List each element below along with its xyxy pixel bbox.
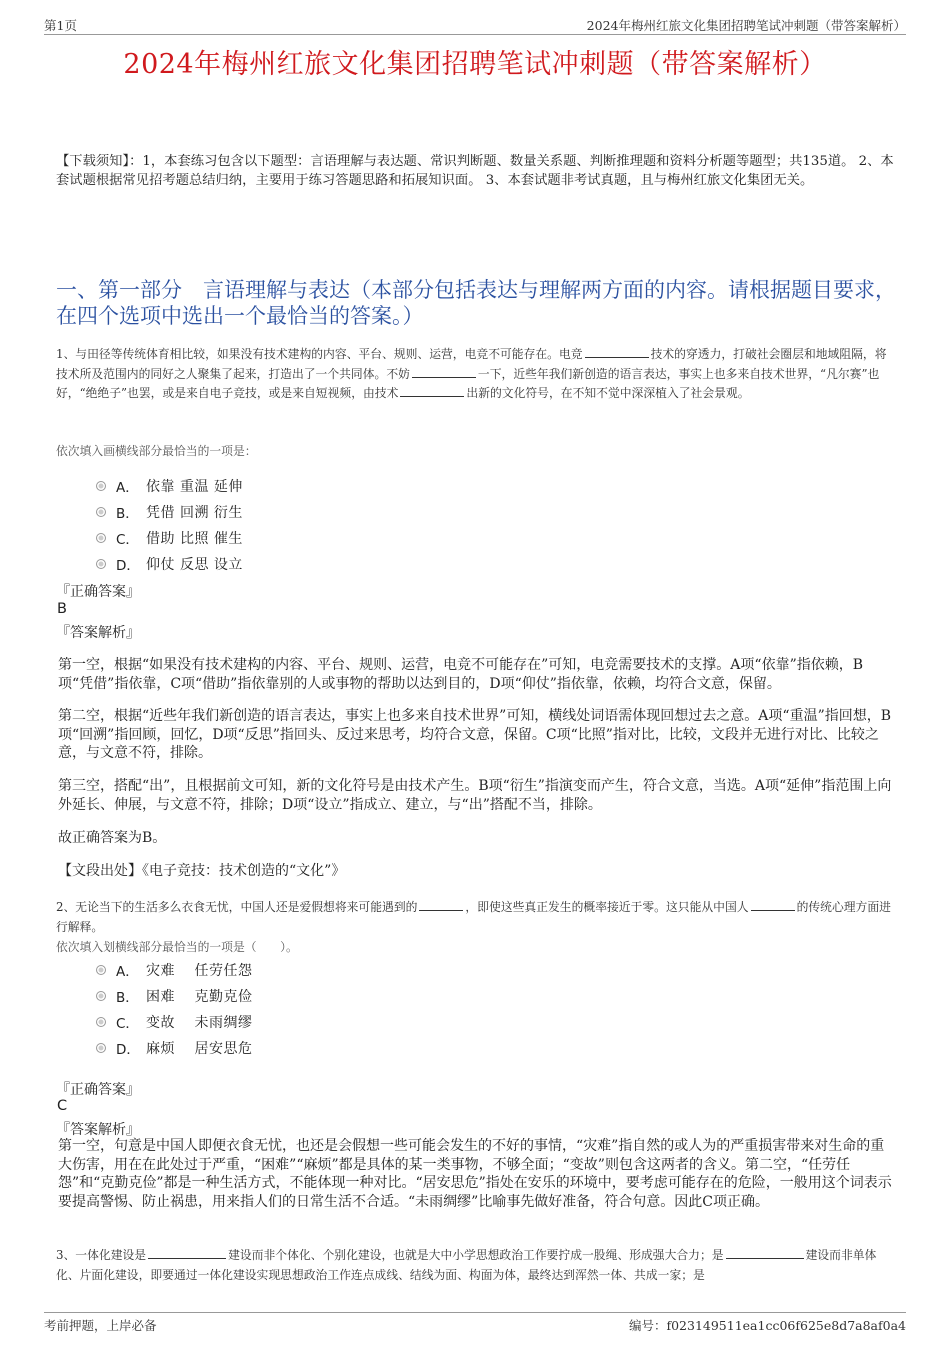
analysis-paragraph: 第一空，句意是中国人即便衣食无忧，也还是会假想一些可能会发生的不好的事情，“灾难”指自然的或人为的严重损害带来对生命的重大伤害，用在在此处过于严重，“困难”“麻烦”都是具体的某一类事物，不够全面；“变故”则包含这两者的含义。第二空，“任劳任怨”和“克勤克俭”都是一种生活方式，不能体现一种对比。“居安思危”指处在安乐的环境中，要考虑可能存在的危险，一般用这个词表示要提高警惕、防止祸患，用来指人们的日常生活不合适。“未雨绸缪”比喻事先做好准备，符合句意。因此C项正确。 (58, 1138, 892, 1210)
radio-icon[interactable] (96, 507, 106, 517)
radio-icon[interactable] (96, 991, 106, 1001)
question-1-text: 1、与田径等传统体育相比较，如果没有技术建构的内容、平台、规则、运营，电竞不可能存在。电竞 技术的穿透力，打破社会圈层和地域阻隔，将技术所及范围内的同好之人聚集了起来，打造出了一个共同体。不妨 一下，近些年我们新创造的语言表达，事实上也多来自技术世界，“凡尔赛”也好，“绝绝子”也罢，或是来自电子竞技，或是来自短视频，由技术 出新的文化符号，在不知不觉中深深植入了社会景观。 (56, 347, 887, 401)
blank (419, 898, 463, 911)
option-c[interactable]: C． 变故 未雨绸缪 (96, 1009, 252, 1035)
radio-icon[interactable] (96, 965, 106, 975)
question-2-options (96, 957, 252, 1061)
question-1-prompt: 依次填入画横线部分最恰当的一项是： (56, 444, 257, 458)
document-title: 2024年梅州红旅文化集团招聘笔试冲刺题（带答案解析） (123, 49, 827, 80)
option-b[interactable]: B． 凭借 回溯 衍生 (96, 499, 243, 525)
blank (400, 384, 464, 397)
analysis-paragraph: 第三空，搭配“出”，且根据前文可知，新的文化符号是由技术产生。B项“衍生”指演变而产生，符合文意，当选。A项“延伸”指范围上向外延长、伸展，与文意不符，排除；D项“设立”指成立、建立，与“出”搭配不当，排除。 (58, 778, 892, 813)
blank (412, 365, 476, 378)
radio-icon[interactable] (96, 1043, 106, 1053)
answer-label: 『正确答案』 (56, 1082, 140, 1098)
option-d[interactable]: D． 麻烦 居安思危 (96, 1035, 252, 1061)
answer-value: C (57, 1098, 68, 1114)
analysis-conclusion: 故正确答案为B。 (58, 830, 167, 846)
option-a[interactable]: A． 灾难 任劳任怨 (96, 957, 252, 983)
radio-icon[interactable] (96, 1017, 106, 1027)
blank (585, 345, 649, 358)
download-notice: 【下载须知】：1，本套练习包含以下题型：言语理解与表达题、常识判断题、数量关系题、判断推理题和资料分析题等题型；共135道。 2、本套试题根据常见招考题总结归纳，主要用于练习答题思路和拓展知识面。 3、本套试题非考试真题，且与梅州红旅文化集团无关。 (56, 154, 894, 188)
blank (726, 1246, 804, 1259)
analysis-paragraph: 第一空，根据“如果没有技术建构的内容、平台、规则、运营，电竞不可能存在”可知，电竞需要技术的支撑。A项“依靠”指依赖，B项“凭借”指依靠，C项“借助”指依靠别的人或事物的帮助以达到目的，D项“仰仗”指依靠，依赖，均符合文意，保留。 (58, 657, 864, 692)
radio-icon[interactable] (96, 481, 106, 491)
question-1-options (96, 473, 243, 577)
option-d[interactable]: D． 仰仗 反思 设立 (96, 551, 243, 577)
blank (148, 1246, 226, 1259)
footer-doc-id: 编号：f023149511ea1cc06f625e8d7a8af0a4 (628, 1318, 906, 1333)
analysis-label: 『答案解析』 (56, 1122, 140, 1138)
header-doc-title: 2024年梅州红旅文化集团招聘笔试冲刺题（带答案解析） (586, 18, 906, 33)
blank (751, 898, 795, 911)
page-footer (44, 1312, 906, 1333)
answer-value: B (57, 601, 67, 617)
passage-source: 【文段出处】《电子竞技：技术创造的“文化”》 (58, 863, 346, 879)
page-header (44, 14, 906, 35)
analysis-label: 『答案解析』 (56, 625, 140, 641)
option-a[interactable]: A． 依靠 重温 延伸 (96, 473, 243, 499)
question-3-text: 3、一体化建设是 建设而非个体化、个别化建设，也就是大中小学思想政治工作要拧成一股绳、形成强大合力；是 建设而非单体化、片面化建设，即要通过一体化建设实现思想政治工作连点成线、结线为面、构面为体，最终达到浑然一体、共成一家；是 (56, 1248, 877, 1282)
section-heading: 一、第一部分 言语理解与表达（本部分包括表达与理解两方面的内容。请根据题目要求，在四个选项中选出一个最恰当的答案。） (56, 278, 896, 328)
answer-label: 『正确答案』 (56, 584, 140, 600)
option-b[interactable]: B． 困难 克勤克俭 (96, 983, 252, 1009)
radio-icon[interactable] (96, 559, 106, 569)
page-number: 第1页 (44, 18, 77, 33)
option-c[interactable]: C． 借助 比照 催生 (96, 525, 243, 551)
question-2-prompt: 依次填入划横线部分最恰当的一项是（ ）。 (56, 940, 298, 954)
radio-icon[interactable] (96, 533, 106, 543)
question-2-text: 2、无论当下的生活多么衣食无忧，中国人还是爱假想将来可能遇到的 ，即使这些真正发生的概率接近于零。这只能从中国人 的传统心理方面进行解释。 (56, 900, 891, 934)
analysis-paragraph: 第二空，根据“近些年我们新创造的语言表达，事实上也多来自技术世界”可知，横线处词语需体现回想过去之意。A项“重温”指回想，B项“回溯”指回顾，回忆，D项“反思”指回头、反过来思考，均符合文意，保留。C项“比照”指对比，比较，文段并无进行对比、比较之意，与文意不符，排除。 (58, 708, 892, 761)
footer-slogan: 考前押题，上岸必备 (44, 1318, 157, 1333)
